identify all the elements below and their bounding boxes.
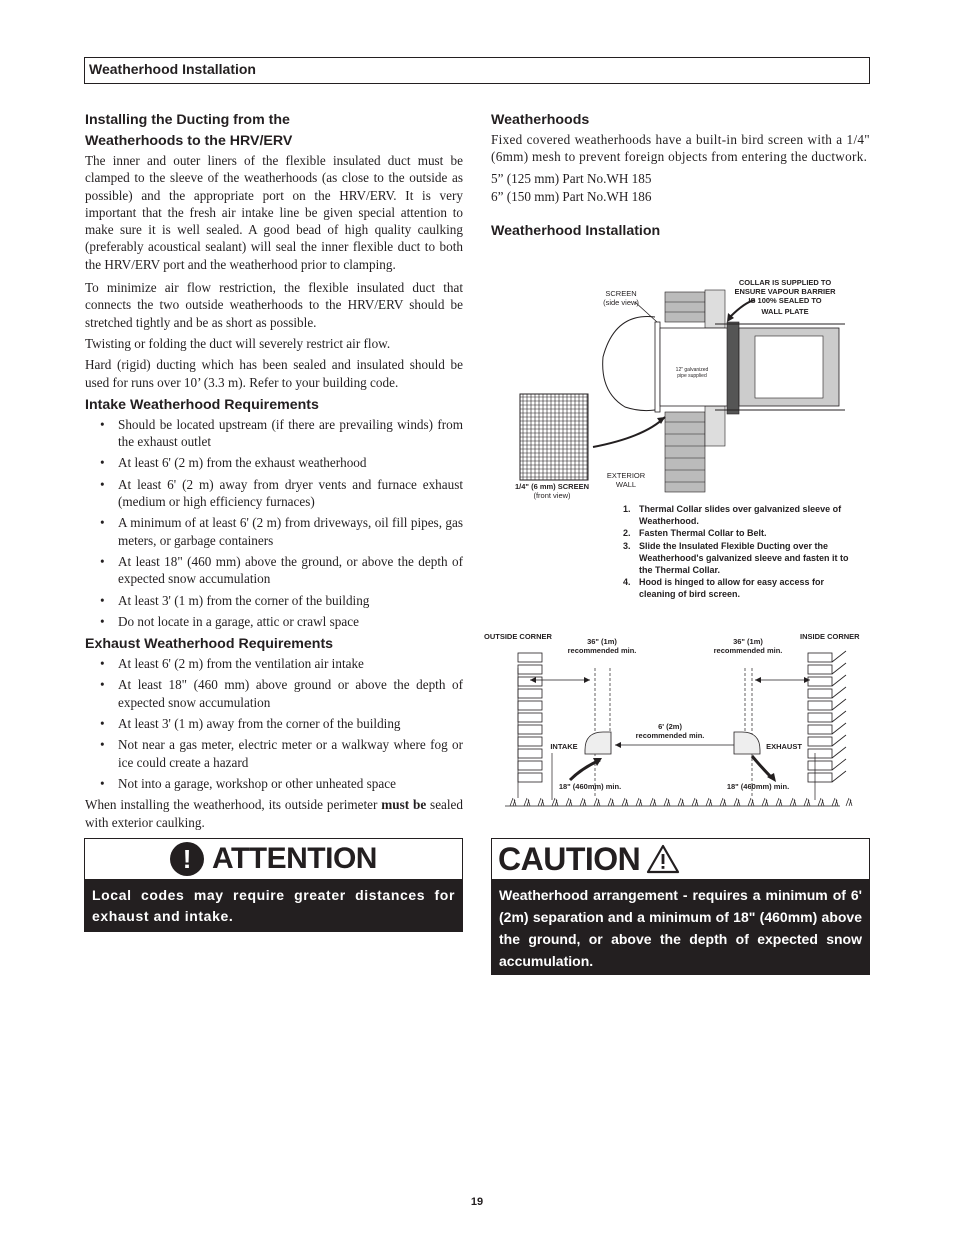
hood-shape xyxy=(603,317,655,411)
list-item: • At least 18" (460 mm) above ground or above the depth of expected snow accumulation xyxy=(100,677,463,710)
thermal-collar xyxy=(727,322,739,414)
brick xyxy=(808,689,832,698)
grass-tuft xyxy=(622,798,628,806)
list-item: • Not near a gas meter, electric meter or a walkway where fog or ice could create a hazard xyxy=(100,737,463,770)
brick xyxy=(808,761,832,770)
brick xyxy=(808,677,832,686)
label-screen-side: SCREEN (side view) xyxy=(603,289,639,307)
warning-triangle-icon xyxy=(646,844,680,874)
list-item: • Should be located upstream (if there are prevailing winds) from the exhaust outlet xyxy=(100,416,463,450)
attention-header xyxy=(85,839,462,879)
grass-tuft xyxy=(846,798,852,806)
grass-tuft xyxy=(804,798,810,806)
label-intake: INTAKE xyxy=(550,742,578,751)
heading-weatherhood-installation: Weatherhood Installation xyxy=(491,223,661,240)
heading-ducting-line1: Installing the Ducting from the xyxy=(85,112,290,128)
inside-corner-wall xyxy=(808,651,846,782)
list-item: • At least 6' (2 m) from the ventilation air intake xyxy=(100,656,364,672)
grass-tuft xyxy=(720,798,726,806)
pointer-arrow-screen xyxy=(593,417,665,447)
brick-edge xyxy=(832,687,846,698)
brick-edge xyxy=(832,723,846,734)
intake-hood xyxy=(585,732,611,754)
grass-tuft xyxy=(734,798,740,806)
brick xyxy=(808,749,832,758)
wall-lower xyxy=(665,412,705,492)
brick-edge xyxy=(832,747,846,758)
attention-title: ATTENTION xyxy=(212,842,377,875)
brick xyxy=(808,713,832,722)
brick xyxy=(518,737,542,746)
label-separation: 6' (2m) recommended min. xyxy=(635,722,705,740)
paragraph-ducting-4: Hard (rigid) ducting which has been sealed and insulated should be used for runs over 10’ (3.3 m). Refer to your building code. xyxy=(85,357,463,390)
brick xyxy=(518,677,542,686)
attention-box xyxy=(84,838,463,932)
caution-title: CAUTION xyxy=(498,840,641,877)
grass-tuft xyxy=(566,798,572,806)
brick xyxy=(808,701,832,710)
list-item: 2. Fasten Thermal Collar to Belt. xyxy=(623,528,767,539)
grass xyxy=(510,798,852,806)
brick xyxy=(518,761,542,770)
grass-tuft xyxy=(580,798,586,806)
list-item: 4. Hood is hinged to allow for easy access for cleaning of bird screen. xyxy=(623,577,825,600)
grass-tuft xyxy=(832,798,838,806)
brick xyxy=(808,665,832,674)
list-item: 3. Slide the Insulated Flexible Ducting over the Weatherhood's galvanized sleeve and fasten it to the Thermal Collar. xyxy=(623,540,849,576)
brick-edge xyxy=(832,735,846,746)
paragraph-weatherhoods: Fixed covered weatherhoods have a built-in bird screen with a 1/4" (6mm) mesh to prevent foreign objects from entering the ductwork. xyxy=(491,132,870,165)
arrowhead xyxy=(615,742,621,748)
label-left-18: 18" (460mm) min. xyxy=(558,782,622,791)
grass-tuft xyxy=(664,798,670,806)
caution-header xyxy=(492,839,869,879)
grass-tuft xyxy=(706,798,712,806)
label-exhaust: EXHAUST xyxy=(766,742,802,751)
paragraph-ducting-3: Twisting or folding the duct will severely restrict air flow. xyxy=(85,335,391,351)
left-column xyxy=(85,110,463,835)
label-left-36: 36" (1m) recommended min. xyxy=(567,637,637,655)
grass-tuft xyxy=(510,798,516,806)
grass-tuft xyxy=(552,798,558,806)
part-number-2: 6” (150 mm) Part No.WH 186 xyxy=(491,188,652,204)
wall-upper xyxy=(665,292,705,322)
grass-tuft xyxy=(608,798,614,806)
arrowhead xyxy=(755,677,761,683)
page-number: 19 xyxy=(470,1196,484,1208)
brick xyxy=(518,653,542,662)
grass-tuft xyxy=(650,798,656,806)
part-number-1: 5” (125 mm) Part No.WH 185 xyxy=(491,170,652,186)
heading-ducting-line2: Weatherhoods to the HRV/ERV xyxy=(85,133,293,149)
label-collar-note: COLLAR IS SUPPLIED TO ENSURE VAPOUR BARRIER IS 100% SEALED TO WALL PLATE xyxy=(734,278,836,316)
heading-exhaust-requirements: Exhaust Weatherhood Requirements xyxy=(85,636,334,653)
brick xyxy=(518,725,542,734)
brick xyxy=(808,653,832,662)
brick-edge xyxy=(832,711,846,722)
label-right-18: 18" (460mm) min. xyxy=(726,782,790,791)
grass-tuft xyxy=(538,798,544,806)
paragraph-sealing: When installing the weatherhood, its outside perimeter must be sealed with exterior caulking. xyxy=(85,797,464,830)
list-item: 1. Thermal Collar slides over galvanized sleeve of Weatherhood. xyxy=(623,504,842,527)
list-item: • At least 3' (1 m) away from the corner of the building xyxy=(100,716,401,732)
grass-tuft xyxy=(692,798,698,806)
label-pipe: 12" galvanized pipe supplied xyxy=(675,367,709,379)
intake-requirements-list xyxy=(85,416,463,630)
label-screen-front: 1/4" (6 mm) SCREEN (front view) xyxy=(515,482,589,500)
right-column xyxy=(491,110,870,242)
installation-steps xyxy=(620,503,850,601)
brick xyxy=(518,749,542,758)
brick-edge xyxy=(832,771,846,782)
brick-edge xyxy=(832,675,846,686)
brick-edge xyxy=(832,759,846,770)
brick xyxy=(808,737,832,746)
grass-tuft xyxy=(594,798,600,806)
brick-edge xyxy=(832,663,846,674)
grass-tuft xyxy=(678,798,684,806)
duct-inner xyxy=(755,336,823,398)
grass-tuft xyxy=(818,798,824,806)
paragraph-ducting-2: To minimize air flow restriction, the flexible insulated duct that connects the two outside weatherhoods to the HRV/ERV should be stretched tightly and be as short as possible. xyxy=(85,280,463,330)
brick xyxy=(518,665,542,674)
brick-edge xyxy=(832,651,846,662)
brick xyxy=(518,689,542,698)
list-item: • At least 6' (2 m) from the exhaust weatherhood xyxy=(100,455,367,471)
brick xyxy=(518,713,542,722)
exhaust-flow-arrow xyxy=(752,756,772,778)
label-exterior-wall: EXTERIOR WALL xyxy=(606,471,646,489)
heading-weatherhoods: Weatherhoods xyxy=(491,112,590,128)
screen-side xyxy=(655,322,660,412)
grass-tuft xyxy=(636,798,642,806)
exclamation-icon: ! xyxy=(170,842,204,876)
caution-box xyxy=(491,838,870,975)
brick xyxy=(518,773,542,782)
paragraph-ducting-1: The inner and outer liners of the flexible insulated duct must be clamped to the sleeve of the weatherhoods (as close to the outside as possible) and the appropriate port on the HRV/ERV. It is very important that the fresh air intake line be given special attention to make sure it is well sealed. A good bead of high quality caulking (preferably acoustical sealant) will seal the inner flexible duct to both the HRV/ERV port and the weatherhood prior to clamping. xyxy=(85,153,463,272)
grass-tuft xyxy=(762,798,768,806)
exhaust-requirements-list xyxy=(85,655,463,792)
attention-message: Local codes may require greater distances for exhaust and intake. xyxy=(85,879,462,932)
brick-edge xyxy=(832,699,846,710)
brick xyxy=(808,725,832,734)
frame-bottom xyxy=(705,406,725,446)
label-right-36: 36" (1m) recommended min. xyxy=(713,637,783,655)
list-item: • Do not locate in a garage, attic or crawl space xyxy=(100,613,359,629)
list-item: • A minimum of at least 6' (2 m) from driveways, oil fill pipes, gas meters, or garbage containers xyxy=(100,515,463,548)
list-item: • At least 6' (2 m) away from dryer vents and furnace exhaust (medium or high efficiency furnaces) xyxy=(100,476,463,510)
section-title: Weatherhood Installation xyxy=(84,57,870,84)
grass-tuft xyxy=(790,798,796,806)
arrowhead xyxy=(584,677,590,683)
label-inside-corner: INSIDE CORNER xyxy=(800,632,860,641)
label-outside-corner: OUTSIDE CORNER xyxy=(484,632,552,641)
list-item: • At least 18" (460 mm) above the ground, or above the depth of expected snow accumulation xyxy=(100,553,463,587)
caution-message: Weatherhood arrangement - requires a minimum of 6' (2m) separation and a minimum of 18" (460mm) above the ground, or above the depth of expected snow accumulation. xyxy=(492,879,869,975)
outside-corner-wall xyxy=(518,653,542,782)
grass-tuft xyxy=(748,798,754,806)
brick xyxy=(518,701,542,710)
brick xyxy=(808,773,832,782)
exhaust-hood xyxy=(734,732,760,754)
grass-tuft xyxy=(524,798,530,806)
list-item: • Not into a garage, workshop or other unheated space xyxy=(100,775,396,791)
heading-intake-requirements: Intake Weatherhood Requirements xyxy=(85,396,319,413)
list-item: • At least 3' (1 m) from the corner of the building xyxy=(100,592,370,608)
grass-tuft xyxy=(776,798,782,806)
